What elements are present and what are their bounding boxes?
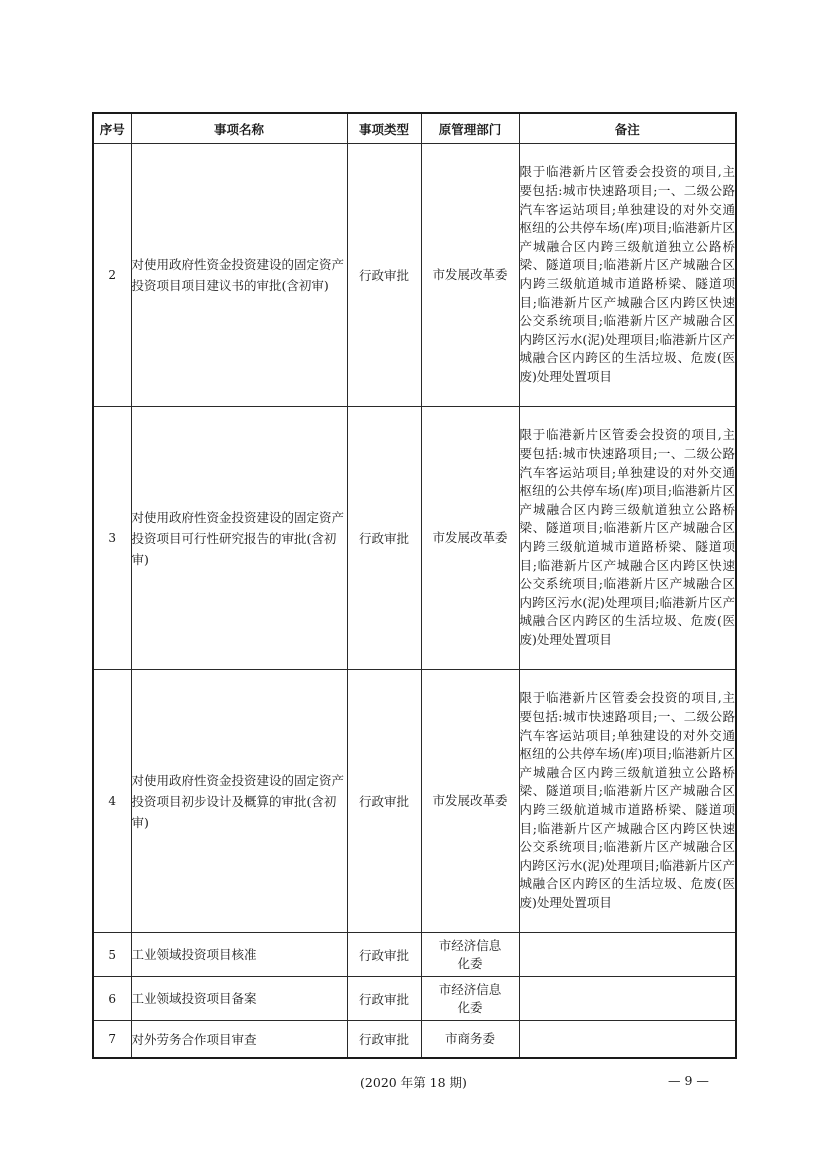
- cell-name: 工业领域投资项目核准: [131, 933, 347, 977]
- header-note: 备注: [519, 113, 736, 144]
- cell-num: 7: [93, 1021, 131, 1059]
- table-header-row: [93, 113, 736, 144]
- header-type: 事项类型: [347, 113, 421, 144]
- page-number: — 9 —: [668, 1073, 709, 1088]
- cell-note: 限于临港新片区管委会投资的项目,主要包括:城市快速路项目;一、二级公路汽车客运站项目;单独建设的对外交通枢纽的公共停车场(库)项目;临港新片区产城融合区内跨三级航道独立公路桥梁、隧道项目;临港新片区产城融合区内跨三级航道城市道路桥梁、隧道项目;临港新片区产城融合区内跨区快速公交系统项目;临港新片区产城融合区内跨区污水(泥)处理项目;临港新片区产城融合区内跨区的生活垃圾、危废(医废)处理处置项目: [519, 670, 736, 933]
- cell-dept: 市发展改革委: [421, 407, 519, 670]
- cell-type: 行政审批: [347, 407, 421, 670]
- cell-dept: 市经济信息化委: [421, 977, 519, 1021]
- header-dept: 原管理部门: [421, 113, 519, 144]
- cell-name: 对使用政府性资金投资建设的固定资产投资项目项目建议书的审批(含初审): [131, 144, 347, 407]
- table-row: [93, 1021, 736, 1059]
- cell-note: 限于临港新片区管委会投资的项目,主要包括:城市快速路项目;一、二级公路汽车客运站项目;单独建设的对外交通枢纽的公共停车场(库)项目;临港新片区产城融合区内跨三级航道独立公路桥梁、隧道项目;临港新片区产城融合区内跨三级航道城市道路桥梁、隧道项目;临港新片区产城融合区内跨区快速公交系统项目;临港新片区产城融合区内跨区污水(泥)处理项目;临港新片区产城融合区内跨区的生活垃圾、危废(医废)处理处置项目: [519, 407, 736, 670]
- matters-table: [92, 112, 737, 1059]
- table-row: [93, 977, 736, 1021]
- cell-note: [519, 933, 736, 977]
- cell-dept: 市经济信息化委: [421, 933, 519, 977]
- cell-num: 3: [93, 407, 131, 670]
- cell-note: [519, 977, 736, 1021]
- cell-num: 6: [93, 977, 131, 1021]
- cell-num: 2: [93, 144, 131, 407]
- table-row: [93, 407, 736, 670]
- cell-type: 行政审批: [347, 144, 421, 407]
- cell-name: 对外劳务合作项目审查: [131, 1021, 347, 1059]
- cell-num: 4: [93, 670, 131, 933]
- cell-dept: 市发展改革委: [421, 144, 519, 407]
- cell-type: 行政审批: [347, 1021, 421, 1059]
- cell-note: 限于临港新片区管委会投资的项目,主要包括:城市快速路项目;一、二级公路汽车客运站项目;单独建设的对外交通枢纽的公共停车场(库)项目;临港新片区产城融合区内跨三级航道独立公路桥梁、隧道项目;临港新片区产城融合区内跨三级航道城市道路桥梁、隧道项目;临港新片区产城融合区内跨区快速公交系统项目;临港新片区产城融合区内跨区污水(泥)处理项目;临港新片区产城融合区内跨区的生活垃圾、危废(医废)处理处置项目: [519, 144, 736, 407]
- table-row: [93, 144, 736, 407]
- cell-dept: 市商务委: [421, 1021, 519, 1059]
- cell-name: 对使用政府性资金投资建设的固定资产投资项目初步设计及概算的审批(含初审): [131, 670, 347, 933]
- header-num: 序号: [93, 113, 131, 144]
- table-row: [93, 933, 736, 977]
- header-name: 事项名称: [131, 113, 347, 144]
- table-row: [93, 670, 736, 933]
- cell-type: 行政审批: [347, 933, 421, 977]
- cell-type: 行政审批: [347, 670, 421, 933]
- cell-dept: 市发展改革委: [421, 670, 519, 933]
- cell-note: [519, 1021, 736, 1059]
- cell-type: 行政审批: [347, 977, 421, 1021]
- cell-name: 对使用政府性资金投资建设的固定资产投资项目可行性研究报告的审批(含初审): [131, 407, 347, 670]
- cell-name: 工业领域投资项目备案: [131, 977, 347, 1021]
- cell-num: 5: [93, 933, 131, 977]
- issue-footer: (2020 年第 18 期): [360, 1075, 467, 1090]
